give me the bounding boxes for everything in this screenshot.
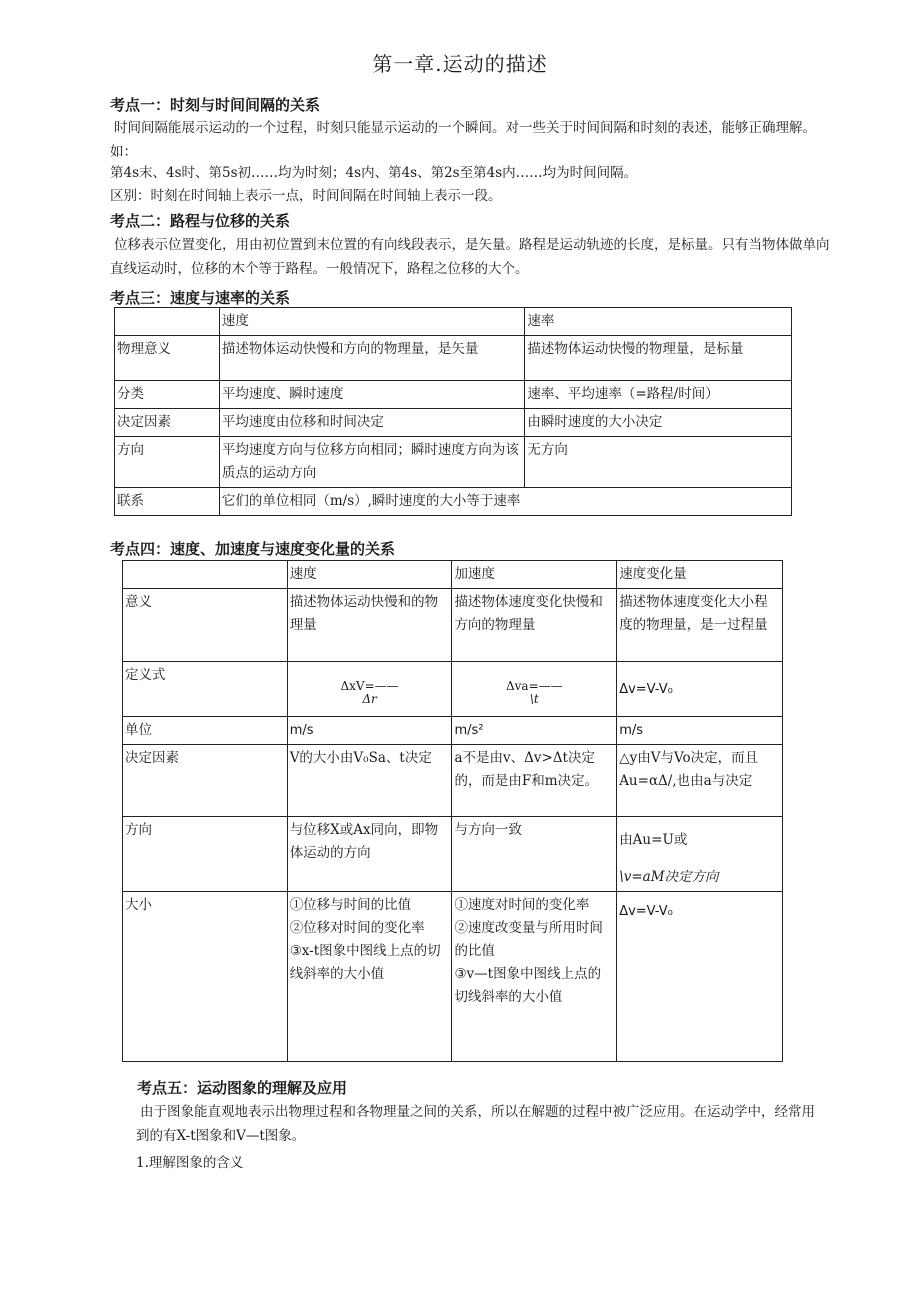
section3-heading: 考点三：速度与速率的关系 (110, 289, 291, 307)
table-row (123, 561, 783, 589)
table-header-velocity: 速度 (219, 308, 525, 336)
list-item: ①位移与时间的比值 (289, 897, 412, 913)
table-cell (123, 561, 288, 589)
formula-numerator: ΔxV=—— (340, 679, 399, 693)
table-row-label: 单位 (123, 717, 288, 745)
table-cell: m/s² (452, 717, 617, 745)
list-item: ②位移对时间的变化率 (289, 920, 425, 936)
table-row (123, 817, 783, 892)
table-cell: m/s (617, 717, 783, 745)
page-title: 第一章.运动的描述 (372, 52, 548, 76)
formula-denominator: Δr (362, 692, 377, 706)
table-row-label: 方向 (123, 817, 288, 892)
table-row (123, 892, 783, 1062)
velocity-acceleration-table (122, 560, 783, 1062)
table-cell (287, 892, 452, 1062)
velocity-formula (287, 662, 452, 717)
velocity-speed-table (114, 307, 792, 516)
table-cell (452, 892, 617, 1062)
table-header-velocity: 速度 (287, 561, 452, 589)
section4-heading: 考点四：速度、加速度与速度变化量的关系 (110, 540, 396, 558)
table-row-label: 联系 (115, 488, 220, 516)
table-header-velocity-change: 速度变化量 (617, 561, 783, 589)
section1-heading: 考点一：时刻与时间间隔的关系 (110, 96, 321, 114)
list-item: ③v—t图象中图线上点的切线斜率的大小值 (454, 966, 602, 1005)
table-cell: 由瞬时速度的大小决定 (525, 409, 792, 437)
table-cell: 描述物体运动快慢和的物理量 (287, 589, 452, 662)
list-item: ①速度对时间的变化率 (454, 897, 590, 913)
table-cell: 与方向一致 (452, 817, 617, 892)
table-cell: 与位移X或Ax同向，即物体运动的方向 (287, 817, 452, 892)
table-row (115, 409, 792, 437)
table-cell: 平均速度、瞬时速度 (219, 381, 525, 409)
table-cell: 平均速度方向与位移方向相同；瞬时速度方向为该质点的运动方向 (219, 437, 525, 488)
table-cell: a不是由v、Δv>Δt决定的，而是由F和m决定。 (452, 745, 617, 817)
table-row-label: 物理意义 (115, 336, 220, 381)
list-item: ②速度改变量与所用时间的比值 (454, 920, 603, 959)
table-cell: V的大小由V₀Sa、t决定 (287, 745, 452, 817)
table-cell: △y由V与Vo决定，而且Au=αΔ/,也由a与决定 (617, 745, 783, 817)
acceleration-formula (452, 662, 617, 717)
section1-para2: 第4s末、4s时、第5s初……均为时刻；4s内、第4s、第2s至第4s内……均为时间间隔。 (110, 165, 638, 181)
table-row-label: 定义式 (123, 662, 288, 717)
section2-para1: 位移表示位置变化，用由初位置到末位置的有向线段表示，是矢量。路程是运动轨迹的长度，是标量。只有当物体做单向直线运动时，位移的木个等于路程。一般情况下，路程之位移的大个。 (110, 237, 830, 277)
table-cell (617, 817, 783, 892)
table-cell: 它们的单位相同（m/s）,瞬时速度的大小等于速率 (219, 488, 791, 516)
section1-para3: 区别：时刻在时间轴上表示一点，时间间隔在时间轴上表示一段。 (110, 188, 502, 204)
table-header-speed: 速率 (525, 308, 792, 336)
table-cell: 描述物体速度变化大小程度的物理量，是一过程量 (617, 589, 783, 662)
section1-para1: 时间间隔能展示运动的一个过程，时刻只能显示运动的一个瞬间。对一些关于时间间隔和时刻的表述，能够正确理解。如： (110, 120, 816, 160)
table-row-label: 分类 (115, 381, 220, 409)
table-cell: 描述物体速度变化快慢和方向的物理量 (452, 589, 617, 662)
direction-line: \v=aM决定方向 (619, 869, 719, 885)
direction-line: 由Au=U或 (619, 832, 688, 848)
table-row-label: 决定因素 (123, 745, 288, 817)
velocity-change-formula: Δv=V-V₀ (617, 662, 783, 717)
table-cell: Δv=V-V₀ (617, 892, 783, 1062)
table-row (123, 589, 783, 662)
table-row (115, 336, 792, 381)
table-cell: 速率、平均速率（=路程/时间） (525, 381, 792, 409)
table-cell: m/s (287, 717, 452, 745)
table-row (115, 308, 792, 336)
table-row-label: 大小 (123, 892, 288, 1062)
table-row (123, 745, 783, 817)
section5-para2: 1.理解图象的含义 (136, 1155, 244, 1171)
table-cell: 无方向 (525, 437, 792, 488)
table-cell: 平均速度由位移和时间决定 (219, 409, 525, 437)
section5-heading: 考点五：运动图象的理解及应用 (137, 1079, 348, 1097)
table-row (123, 662, 783, 717)
table-row (115, 437, 792, 488)
table-header-acceleration: 加速度 (452, 561, 617, 589)
table-row-label: 决定因素 (115, 409, 220, 437)
section5-para1: 由于图象能直观地表示出物理过程和各物理量之间的关系，所以在解题的过程中被广泛应用。在运动学中，经常用到的有X-t图象和V—t图象。 (136, 1104, 815, 1144)
table-cell: 描述物体运动快慢的物理量，是标量 (525, 336, 792, 381)
table-row-label: 意义 (123, 589, 288, 662)
table-row (115, 488, 792, 516)
table-cell (115, 308, 220, 336)
list-item: ③x-t图象中图线上点的切线斜率的大小值 (289, 943, 441, 982)
table-row (123, 717, 783, 745)
table-cell: 描述物体运动快慢和方向的物理量，是矢量 (219, 336, 525, 381)
table-row (115, 381, 792, 409)
formula-numerator: Δva=—— (505, 679, 563, 693)
formula-denominator: \t (529, 692, 539, 706)
table-row-label: 方向 (115, 437, 220, 488)
section2-heading: 考点二：路程与位移的关系 (110, 212, 291, 230)
